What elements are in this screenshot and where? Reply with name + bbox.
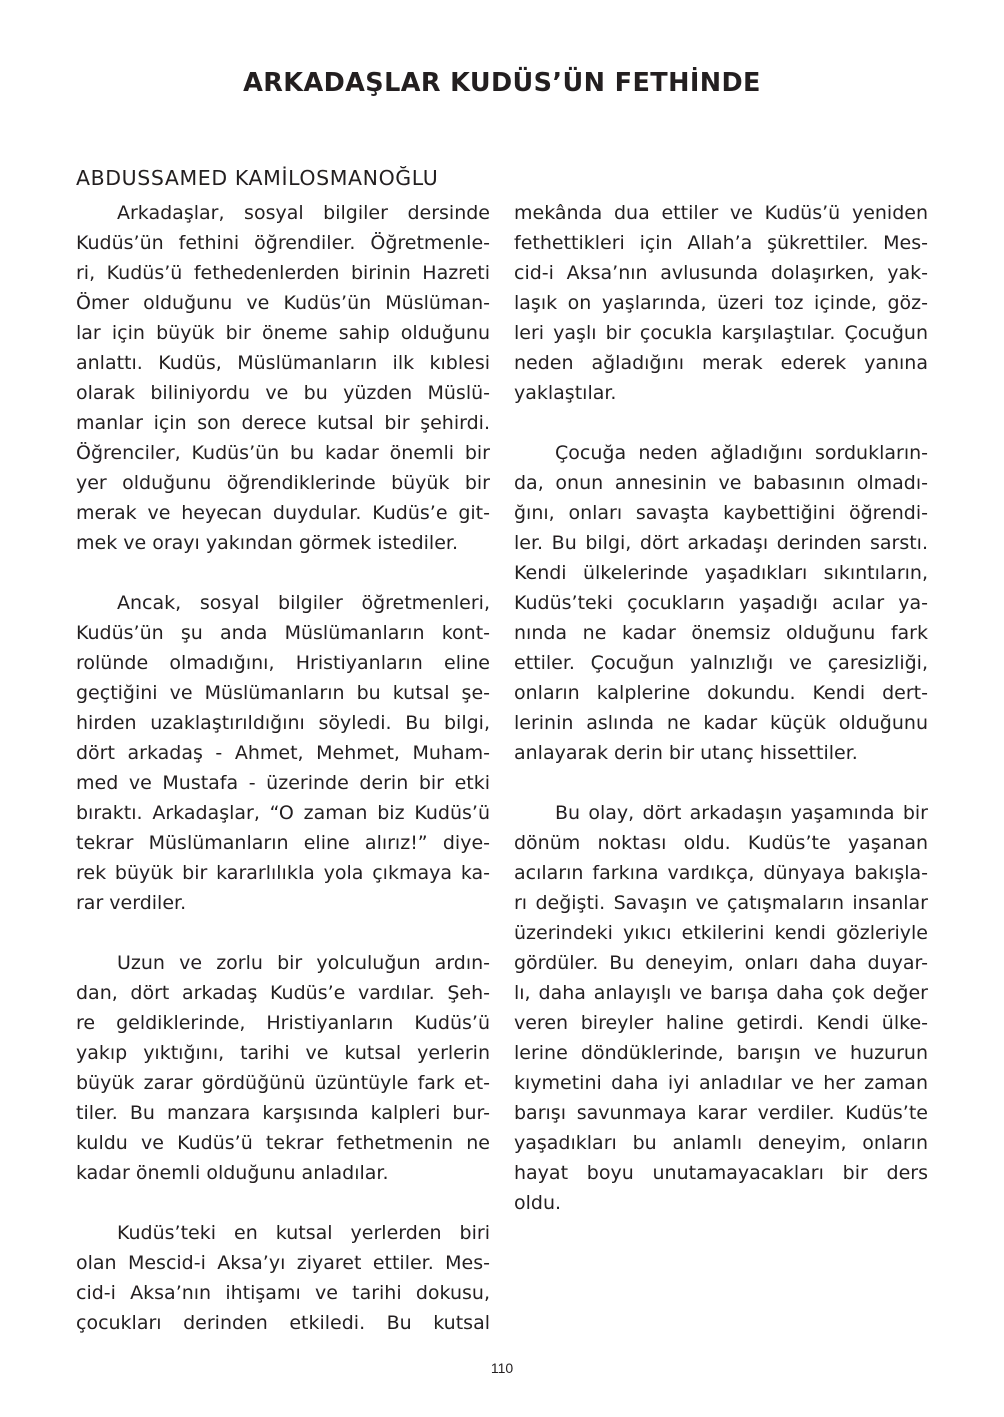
- paragraph: [514, 798, 928, 1218]
- right-column: [514, 198, 928, 1218]
- text-line: tekrar Müslümanların eline alırız!” diye-: [76, 832, 490, 854]
- text-line: kadar önemli olduğunu anladılar.: [76, 1162, 389, 1184]
- text-line: kıymetini daha iyi anladılar ve her zaman: [514, 1072, 928, 1094]
- author-name: ABDUSSAMED KAMİLOSMANOĞLU: [76, 166, 439, 190]
- text-line: laşık on yaşlarında, üzeri toz içinde, göz-: [514, 292, 928, 314]
- paragraph: [76, 948, 490, 1188]
- text-line: anlattı. Kudüs, Müslümanların ilk kıblesi: [76, 352, 490, 374]
- page-title: ARKADAŞLAR KUDÜS’ÜN FETHİNDE: [243, 68, 761, 98]
- text-line: yaşadıkları bu anlamlı deneyim, onların: [514, 1132, 928, 1154]
- text-line: oldu.: [514, 1192, 562, 1214]
- text-line: olan Mescid-i Aksa’yı ziyaret ettiler. Mes-: [76, 1252, 490, 1274]
- text-line: fethettikleri için Allah’a şükrettiler. Mes-: [514, 232, 928, 254]
- text-line: da, onun annesinin ve babasının olmadı-: [514, 472, 928, 494]
- paragraph-gap: [76, 1188, 490, 1218]
- text-line: lı, daha anlayışlı ve barışa daha çok değer: [514, 982, 928, 1004]
- text-line: Arkadaşlar, sosyal bilgiler dersinde: [117, 202, 490, 224]
- text-line: barışı savunmaya karar verdiler. Kudüs’te: [514, 1102, 928, 1124]
- paragraph-gap: [514, 408, 928, 438]
- text-line: anlayarak derin bir utanç hissettiler.: [514, 742, 858, 764]
- text-line: acıların farkına vardıkça, dünyaya bakışla-: [514, 862, 928, 884]
- text-line: kuldu ve Kudüs’ü tekrar fethetmenin ne: [76, 1132, 490, 1154]
- text-line: Kudüs’ün fethini öğrendiler. Öğretmenle-: [76, 232, 490, 254]
- text-line: merak ve heyecan duydular. Kudüs’e git-: [76, 502, 490, 524]
- text-line: nında ne kadar önemsiz olduğunu fark: [514, 622, 928, 644]
- text-line: yaklaştılar.: [514, 382, 617, 404]
- page-number: 110: [490, 1360, 514, 1376]
- text-line: rek büyük bir kararlılıkla yola çıkmaya ka-: [76, 862, 490, 884]
- text-line: re geldiklerinde, Hristiyanların Kudüs’ü: [76, 1012, 490, 1034]
- text-line: neden ağladığını merak ederek yanına: [514, 352, 928, 374]
- text-line: Öğrenciler, Kudüs’ün bu kadar önemli bir: [76, 442, 490, 464]
- text-line: ğını, onları savaşta kaybettiğini öğrendi-: [514, 502, 928, 524]
- text-line: onların kalplerine dokundu. Kendi dert-: [514, 682, 928, 704]
- text-line: Çocuğa neden ağladığını sordukların-: [555, 442, 928, 464]
- text-line: yakıp yıktığını, tarihi ve kutsal yerlerin: [76, 1042, 490, 1064]
- text-line: lerine döndüklerinde, barışın ve huzurun: [514, 1042, 928, 1064]
- text-line: veren bireyler haline getirdi. Kendi ülke-: [514, 1012, 928, 1034]
- text-line: leri yaşlı bir çocukla karşılaştılar. Çocuğun: [514, 322, 928, 344]
- text-line: mek ve orayı yakından görmek istediler.: [76, 532, 458, 554]
- text-line: rar verdiler.: [76, 892, 187, 914]
- text-line: Ancak, sosyal bilgiler öğretmenleri,: [117, 592, 490, 614]
- paragraph: [76, 1218, 490, 1338]
- paragraph: [76, 588, 490, 918]
- text-line: büyük zarar gördüğünü üzüntüyle fark et-: [76, 1072, 490, 1094]
- text-line: lar için büyük bir öneme sahip olduğunu: [76, 322, 490, 344]
- text-line: dönüm noktası oldu. Kudüs’te yaşanan: [514, 832, 928, 854]
- text-line: çocukları derinden etkiledi. Bu kutsal: [76, 1312, 490, 1334]
- text-line: rı değişti. Savaşın ve çatışmaların insanlar: [514, 892, 928, 914]
- text-line: cid-i Aksa’nın ihtişamı ve tarihi dokusu,: [76, 1282, 490, 1304]
- text-line: Bu olay, dört arkadaşın yaşamında bir: [555, 802, 928, 824]
- text-line: hayat boyu unutamayacakları bir ders: [514, 1162, 928, 1184]
- text-line: ettiler. Çocuğun yalnızlığı ve çaresizliği,: [514, 652, 928, 674]
- text-line: üzerindeki yıkıcı etkilerini kendi gözleriyle: [514, 922, 928, 944]
- text-line: olarak biliniyordu ve bu yüzden Müslü-: [76, 382, 490, 404]
- text-line: dan, dört arkadaş Kudüs’e vardılar. Şeh-: [76, 982, 490, 1004]
- paragraph-gap: [76, 918, 490, 948]
- text-line: Uzun ve zorlu bir yolculuğun ardın-: [117, 952, 490, 974]
- text-line: med ve Mustafa - üzerinde derin bir etki: [76, 772, 490, 794]
- text-line: rolünde olmadığını, Hristiyanların eline: [76, 652, 490, 674]
- paragraph: [514, 438, 928, 768]
- text-line: Kudüs’teki en kutsal yerlerden biri: [117, 1222, 490, 1244]
- text-line: Kendi ülkelerinde yaşadıkları sıkıntıların,: [514, 562, 928, 584]
- text-line: geçtiğini ve Müslümanların bu kutsal şe-: [76, 682, 490, 704]
- text-line: bıraktı. Arkadaşlar, “O zaman biz Kudüs’ü: [76, 802, 490, 824]
- text-line: gördüler. Bu deneyim, onları daha duyar-: [514, 952, 928, 974]
- text-line: Kudüs’teki çocukların yaşadığı acılar ya-: [514, 592, 928, 614]
- text-line: yer olduğunu öğrendiklerinde büyük bir: [76, 472, 490, 494]
- text-line: ler. Bu bilgi, dört arkadaşı derinden sarstı.: [514, 532, 928, 554]
- text-line: dört arkadaş - Ahmet, Mehmet, Muham-: [76, 742, 490, 764]
- left-column: [76, 198, 490, 1338]
- text-line: manlar için son derece kutsal bir şehirdi.: [76, 412, 490, 434]
- text-line: Kudüs’ün şu anda Müslümanların kont-: [76, 622, 490, 644]
- text-line: mekânda dua ettiler ve Kudüs’ü yeniden: [514, 202, 928, 224]
- paragraph: [514, 198, 928, 408]
- text-line: tiler. Bu manzara karşısında kalpleri bur-: [76, 1102, 490, 1124]
- text-line: lerinin aslında ne kadar küçük olduğunu: [514, 712, 928, 734]
- paragraph-gap: [76, 558, 490, 588]
- text-line: ri, Kudüs’ü fethedenlerden birinin Hazreti: [76, 262, 490, 284]
- paragraph-gap: [514, 768, 928, 798]
- paragraph: [76, 198, 490, 558]
- text-line: cid-i Aksa’nın avlusunda dolaşırken, yak-: [514, 262, 928, 284]
- text-line: Ömer olduğunu ve Kudüs’ün Müslüman-: [76, 292, 490, 314]
- text-line: hirden uzaklaştırıldığını söyledi. Bu bilgi,: [76, 712, 490, 734]
